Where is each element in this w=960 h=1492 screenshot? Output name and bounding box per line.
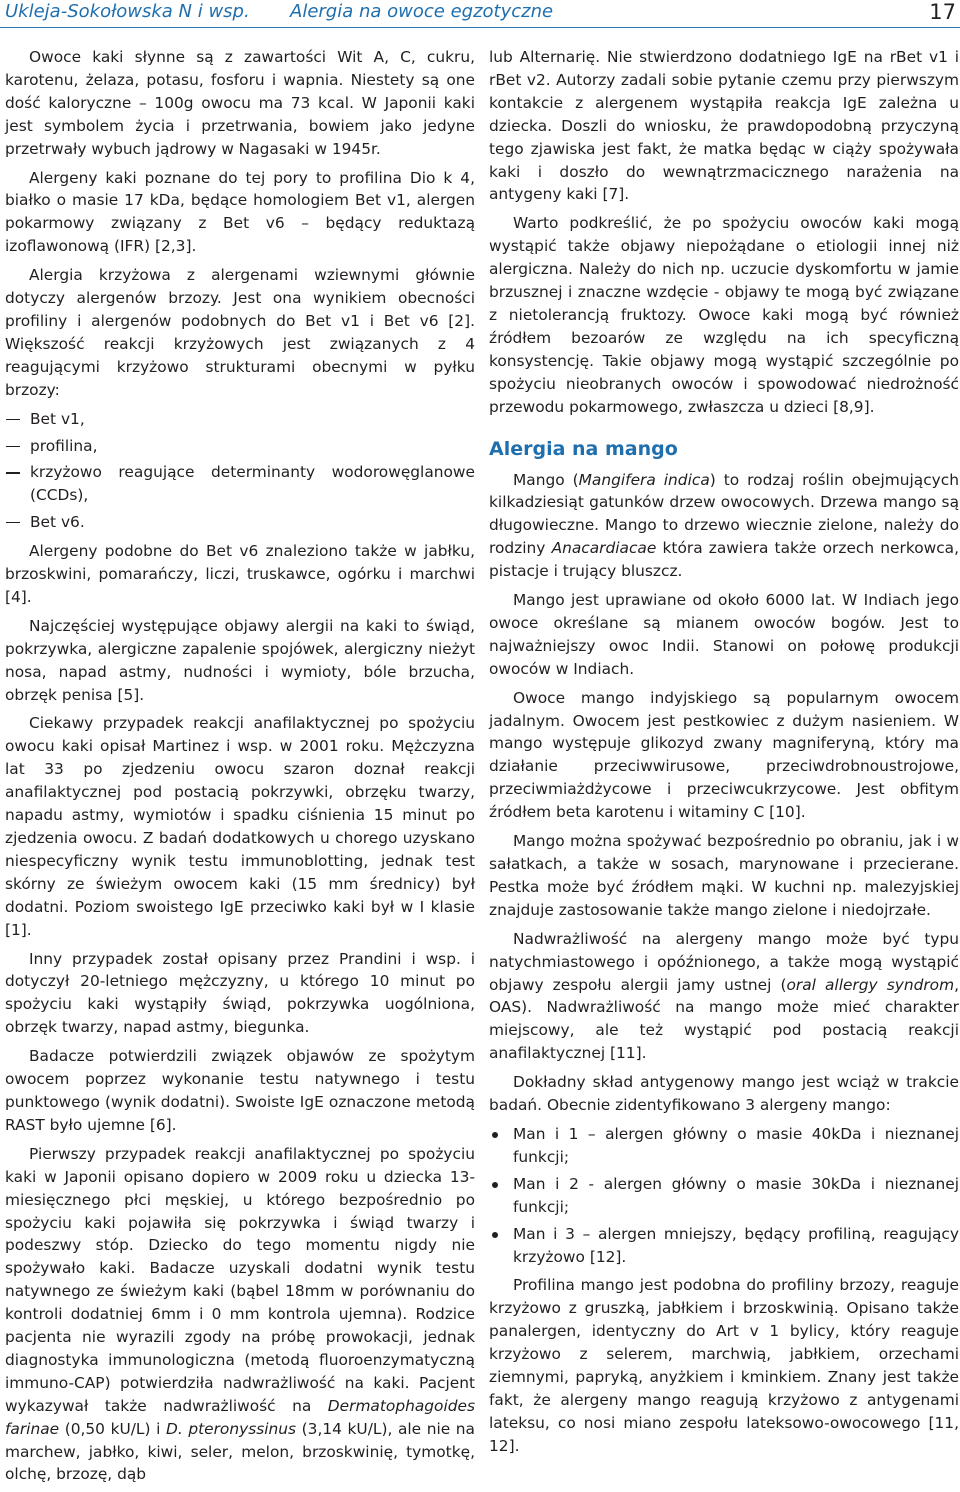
paragraph: Profilina mango jest podobna do profiliny brzozy, reaguje krzyżowo z gruszką, jabłkiem i brzoskwinią. Opisano także panalergen, identyczny do Art v 1 bylicy, który reaguje krzyżowo z selerem, marchwią, jabłkiem, orzechami ziemnymi, papryką, anyżkiem i kminkiem. Znany jest także fakt, że alergeny mango reagują krzyżowo z antygenami lateksu, co nosi miano zespołu lateksowo-owocowego [11, 12]. (489, 1276, 959, 1455)
paragraph: Ciekawy przypadek reakcji anafilaktycznej po spożyciu owocu kaki opisał Martinez i wsp. w 2001 roku. Mężczyzna lat 33 po zjedzeniu owocu szaron doznał reakcji anafilaktycznej pod postacią pokrzywki, obrzęku twarzy, napadu astmy, wymiotów i spadku ciśnienia 15 minut po zjedzenia owocu. Z badań dodatkowych u chorego uzyskano niespecyficzny wynik testu immunoblotting, jednak test skórny ze świeżym owocem kaki (15 mm średnicy) był dodatni. Poziom swoistego IgE przeciwko kaki był w I klasie [1]. (5, 714, 475, 939)
paragraph (489, 928, 959, 1065)
paragraph: Warto podkreślić, że po spożyciu owoców kaki mogą wystąpić także objawy niepożądane o etiologii innej niż alergiczna. Należy do nich np. uczucie dyskomfortu w jamie brzusznej i znaczne wzdęcie - objawy te mogą być związane z nietolerancją fruktozy. Owoce kaki mogą być również źródłem bezoarów ze względu na ich specyficzną konsystencję. Takie objawy mogą wystąpić szczególnie po spożyciu nieobranych owoców i spowodować niedrożność przewodu pokarmowego, zwłaszcza u dzieci [8,9]. (489, 214, 959, 416)
header-title: Alergia na owoce egzotyczne (290, 1, 554, 22)
paragraph: Badacze potwierdzili związek objawów ze spożytym owocem poprzez wykonanie testu natywnego i testu punktowego (wynik dodatni). Swoiste IgE oznaczone metodą RAST było ujemne [6]. (5, 1047, 475, 1134)
species-name: D. pteronyssinus (165, 1419, 297, 1438)
term: oral allergy syndrom (786, 975, 955, 994)
paragraph: Mango jest uprawiane od około 6000 lat. W Indiach jego owoce określane są mianem owoców bogów. Jest to najważniejszy owoc Indii. Stanowi on połowę produkcji owoców w Indiach. (489, 591, 959, 678)
section-heading: Alergia na mango (489, 437, 678, 460)
paragraph: Mango można spożywać bezpośrednio po obraniu, jak i w sałatkach, a także w sosach, marynowane i przecierane. Pestka może być źródłem mąki. W kuchni np. malezyjskiej znajduje zastosowanie także mango zielone i niedojrzałe. (489, 832, 959, 919)
paragraph: Dokładny skład antygenowy mango jest wciąż w trakcie badań. Obecnie zidentyfikowano 3 alergeny mango: (489, 1073, 959, 1115)
text-run: , OAS). Nadwrażliwość na mango może mieć charakter miejscowy, ale też wystąpić pod postacią reakcji anafilaktycznej [11]. (489, 975, 959, 1063)
text-run: (0,50 kU/L) i (59, 1419, 166, 1438)
list-item: profilina, (5, 435, 475, 458)
paragraph: Alergeny kaki poznane do tej pory to profilina Dio k 4, białko o masie 17 kDa, będące homologiem Bet v1, alergen pokarmowy związany z Bet v6 – będący reduktazą izoflawonową (IFR) [2,3]. (5, 168, 475, 256)
paragraph: Inny przypadek został opisany przez Prandini i wsp. i dotyczył 20-letniego mężczyzny, u którego 10 minut po spożyciu kaki wystąpiły świąd, pokrzywka uogólniona, obrzęk twarzy, napad astmy, biegunka. (5, 949, 475, 1037)
paragraph: Owoce mango indyjskiego są popularnym owocem jadalnym. Owocem jest pestkowiec z dużym nasieniem. W mango występuje glikozyd zwany magniferyną, który ma działanie przeciwwirusowe, przeciwdrobnoustrojowe, przeciwmiażdżycowe i przeciwcukrzycowe. Jest obfitym źródłem beta karotenu i witaminy C [10]. (489, 688, 959, 822)
paragraph: Najczęściej występujące objawy alergii na kaki to świąd, pokrzywka, alergiczne zapalenie spojówek, alergiczny nieżyt nosa, napad astmy, nudności i wymioty, bóle brzucha, obrzęk penisa [5]. (5, 616, 475, 704)
left-column (5, 46, 475, 1492)
right-column (489, 46, 959, 1464)
text-run: Mango ( (513, 470, 579, 489)
paragraph: lub Alternarię. Nie stwierdzono dodatniego IgE na rBet v1 i rBet v2. Autorzy zadali sobie pytanie czemu przy pierwszym kontakcie z alergenem wystąpiła reakcja IgE zależna u dziecka. Doszli do wniosku, że prawdopodobną przyczyną tego zjawiska jest fakt, że matka będąc w ciąży spożywała kaki i doszło do wewnątrzmacicznego narażenia na antygeny kaki [7]. (489, 48, 959, 204)
list-item: Man i 3 – alergen mniejszy, będący profiliną, reagujący krzyżowo [12]. (489, 1223, 959, 1269)
species-name: Dermatophagoides farinae (5, 1396, 475, 1438)
text-run: która zawiera także orzech nerkowca, pistacje i trujący bluszcz. (489, 539, 959, 581)
paragraph (489, 469, 959, 584)
text-run: Pierwszy przypadek reakcji anafilaktycznej po spożyciu kaki w Japonii opisano dopiero w 2009 roku u dziecka 13-miesięcznego płci męskiej, u którego bezpośrednio po spożyciu kaki pojawiła się pokrzywka i świąd twarzy i podeszwy stóp. Dziecko do tego momentu nigdy nie spożywało kaki. Badacze uzyskali dodatni wynik testu natywnego ze świeżym kaki (bąbel 18mm w porównaniu do kontroli dodatniej 6mm i 0 mm kontrola ujemna). Rodzice pacjenta nie wyrazili zgody na próbę prowokacji, jednak diagnostyka immunologiczna (metodą fluoroenzymatyczną immuno-CAP) potwierdziła nadwrażliwość na kaki. Pacjent wykazywał także nadwrażliwość na (5, 1144, 475, 1415)
birch-structures-list (5, 408, 475, 535)
text-run: Nadwrażliwość na alergeny mango może być typu natychmiastowego i opóźnionego, a także mogą wystąpić objawy zespołu alergii jamy ustnej ( (489, 929, 959, 994)
list-item: Man i 1 – alergen główny o masie 40kDa i nieznanej funkcji; (489, 1123, 959, 1169)
paragraph: Owoce kaki słynne są z zawartości Wit A, C, cukru, karotenu, żelaza, potasu, fosforu i wapnia. Niestety są one dość kaloryczne – 100g owocu ma 73 kcal. W Japonii kaki jest symbolem życia i przetrwania, bowiem jako jedyne przetrwały wybuch jądrowy w Nagasaki w 1945r. (5, 48, 475, 158)
family-name: Anacardiacae (551, 539, 657, 558)
text-run: (3,14 kU/L), ale nie na marchew, jabłko, kiwi, seler, melon, brzoskwinię, tymotkę, olchę, brzozę, dąb (5, 1419, 475, 1484)
page-number: 17 (929, 0, 956, 24)
species-name: Mangifera indica (578, 470, 710, 489)
list-item: Bet v6. (5, 511, 475, 534)
paragraph (5, 1143, 475, 1487)
list-item: Bet v1, (5, 408, 475, 431)
list-item: Man i 2 - alergen główny o masie 30kDa i nieznanej funkcji; (489, 1173, 959, 1219)
text-run: ) to rodzaj roślin obejmujących kilkadziesiąt gatunków drzew owocowych. Drzewa mango są długowieczne. Mango to drzewo wiecznie zielone, należy do rodziny (489, 470, 959, 558)
mango-allergens-list (489, 1123, 959, 1268)
running-header (0, 0, 960, 28)
list-item: krzyżowo reagujące determinanty wodorowęglanowe (CCDs), (5, 461, 475, 507)
paragraph: Alergeny podobne do Bet v6 znaleziono także w jabłku, brzoskwini, pomarańczy, liczi, truskawce, ogórku i marchwi [4]. (5, 542, 475, 606)
header-authors: Ukleja-Sokołowska N i wsp. (5, 1, 250, 22)
paragraph: Alergia krzyżowa z alergenami wziewnymi głównie dotyczy alergenów brzozy. Jest ona wynikiem obecności profiliny i alergenów podobnych do Bet v1 i Bet v6 [2]. Większość reakcji krzyżowych jest związanych z 4 reagującymi krzyżowo strukturami obecnymi w pyłku brzozy: (5, 266, 475, 399)
